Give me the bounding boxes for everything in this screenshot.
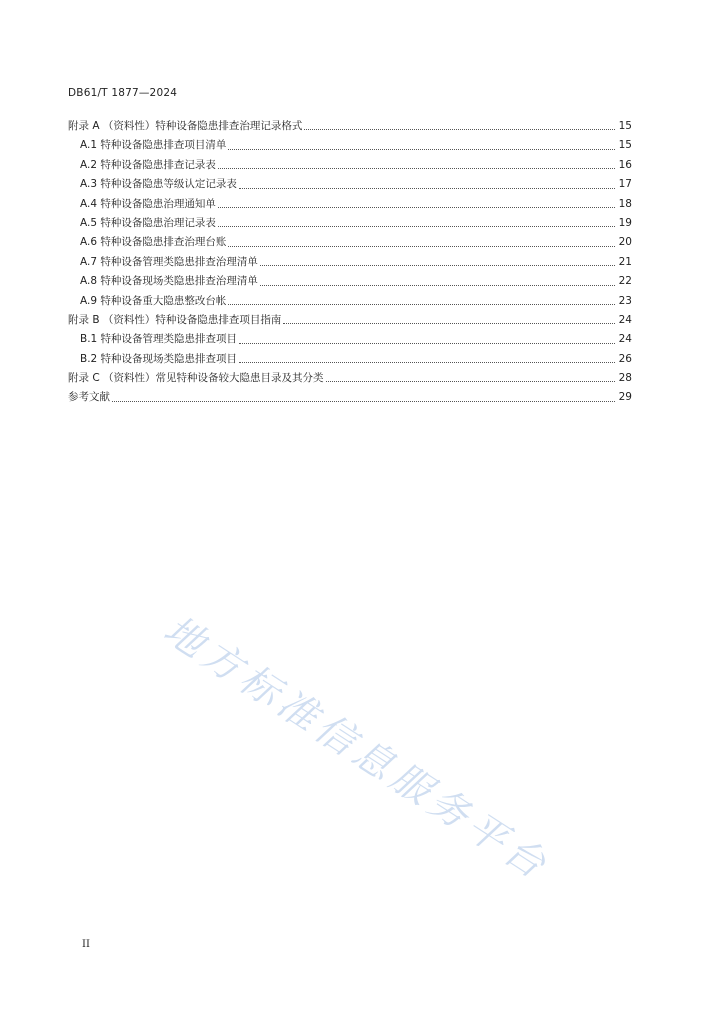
toc-entry[interactable] [68,157,632,176]
toc-entry-page: 24 [618,313,632,326]
toc-entry-label: A.9 特种设备重大隐患整改台帐 [80,294,227,307]
toc-entry-page: 23 [618,294,632,307]
document-code: DB61/T 1877—2024 [68,87,178,99]
toc-entry-label: B.2 特种设备现场类隐患排查项目 [80,352,238,365]
toc-entry-page: 20 [618,236,632,249]
toc-entry[interactable] [68,196,632,215]
page-number: II [82,939,90,950]
toc-entry-page: 18 [618,197,632,210]
toc-dot-leader [326,381,615,382]
toc-entry[interactable] [68,118,632,137]
toc-entry[interactable] [68,389,632,408]
toc-entry-label: A.8 特种设备现场类隐患排查治理清单 [80,275,258,288]
toc-entry-page: 21 [618,255,632,268]
toc-entry-label: 附录 C （资料性）常见特种设备较大隐患目录及其分类 [68,372,324,385]
toc-entry-label: A.1 特种设备隐患排查项目清单 [80,139,227,152]
toc-dot-leader [228,149,615,150]
toc-dot-leader [218,207,615,208]
toc-entry[interactable] [68,234,632,253]
toc-entry-label: 附录 B （资料性）特种设备隐患排查项目指南 [68,313,282,326]
toc-entry-page: 28 [618,372,632,385]
toc-dot-leader [228,304,615,305]
toc-dot-leader [239,188,615,189]
toc-entry-page: 19 [618,216,632,229]
toc-entry-label: 参考文献 [68,391,110,404]
toc-entry-page: 24 [618,333,632,346]
toc-entry[interactable] [68,215,632,234]
toc-entry-page: 22 [618,275,632,288]
toc-entry-label: A.5 特种设备隐患治理记录表 [80,216,216,229]
toc-entry-label: A.2 特种设备隐患排查记录表 [80,158,216,171]
toc-dot-leader [228,246,615,247]
toc-entry[interactable] [68,351,632,370]
toc-entry-label: B.1 特种设备管理类隐患排查项目 [80,333,238,346]
toc-dot-leader [304,129,615,130]
toc-entry[interactable] [68,176,632,195]
toc-entry-label: A.6 特种设备隐患排查治理台账 [80,236,227,249]
toc-entry-page: 15 [618,139,632,152]
toc-entry-label: 附录 A （资料性）特种设备隐患排查治理记录格式 [68,120,303,132]
toc-dot-leader [218,226,615,227]
toc-entry-label: A.7 特种设备管理类隐患排查治理清单 [80,255,258,268]
toc-dot-leader [218,168,615,169]
toc-dot-leader [239,362,615,363]
toc-dot-leader [239,343,615,344]
toc-entry[interactable] [68,370,632,389]
table-of-contents [68,118,632,409]
toc-dot-leader [112,401,615,402]
toc-entry-label: A.3 特种设备隐患等级认定记录表 [80,178,237,191]
toc-entry-page: 29 [618,391,632,404]
toc-entry[interactable] [68,273,632,292]
toc-dot-leader [260,285,615,286]
toc-entry-page: 16 [618,158,632,171]
toc-dot-leader [283,323,615,324]
toc-entry-page: 15 [618,120,632,132]
toc-entry-page: 26 [618,352,632,365]
toc-entry-label: A.4 特种设备隐患治理通知单 [80,197,216,210]
toc-entry[interactable] [68,137,632,156]
toc-entry[interactable] [68,254,632,273]
toc-entry[interactable] [68,312,632,331]
toc-entry[interactable] [68,293,632,312]
watermark: 地方标准信息服务平台 [155,607,558,891]
toc-entry-page: 17 [618,178,632,191]
toc-entry[interactable] [68,331,632,350]
toc-dot-leader [260,265,615,266]
